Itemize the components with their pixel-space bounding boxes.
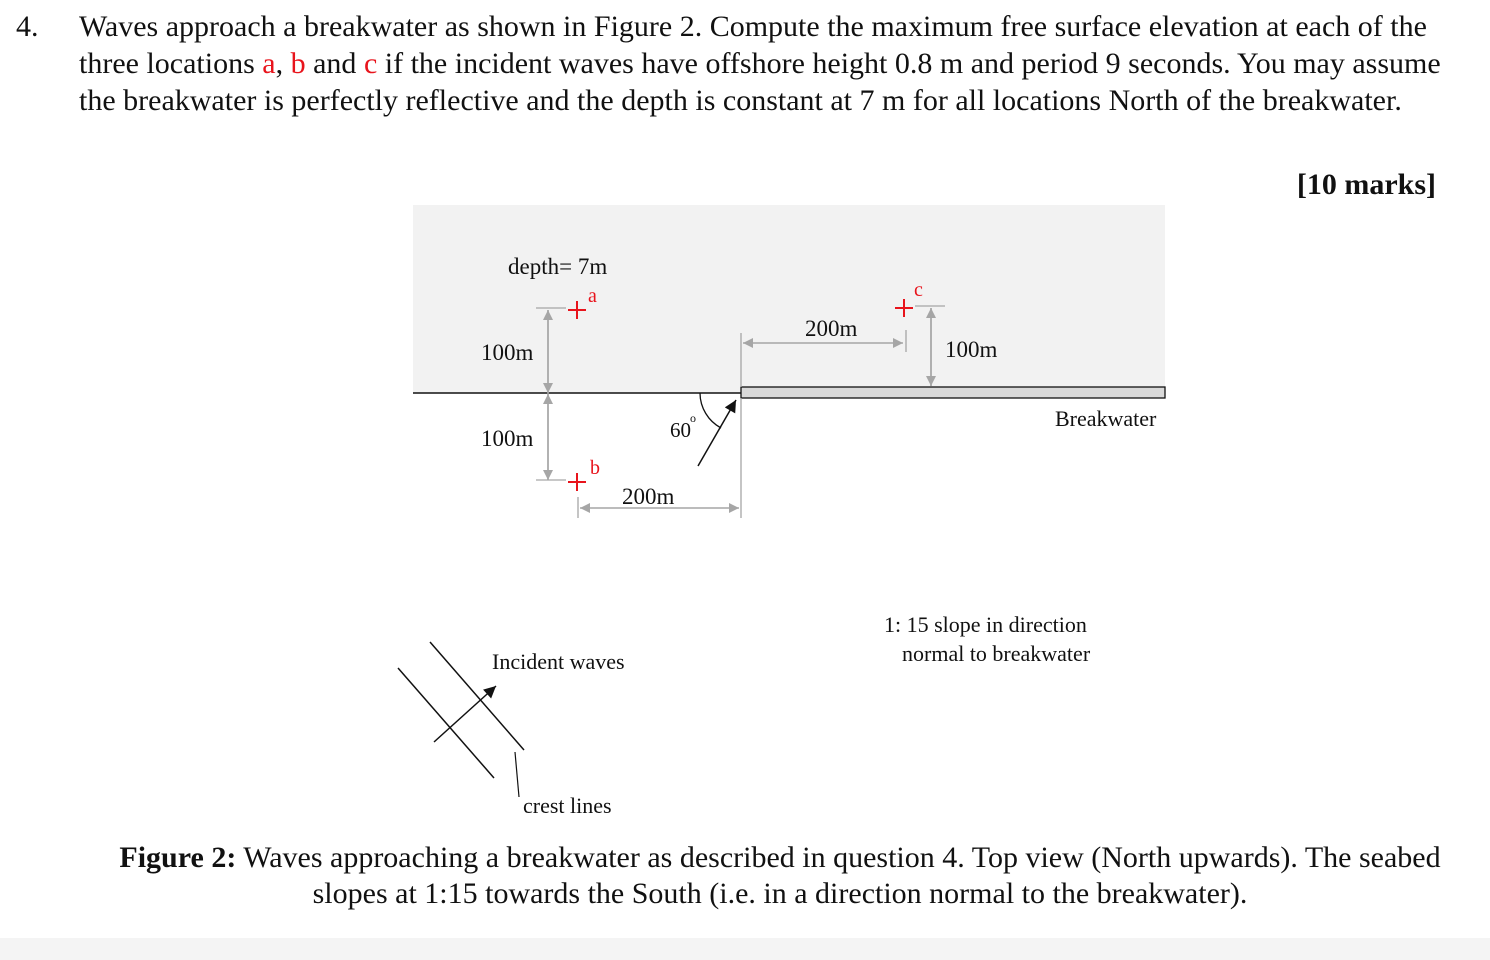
dim-c-label: 100m	[945, 337, 998, 362]
question-text-part2: if the incident waves have offshore height 0.8 m and period 9 seconds. You may assume the breakwater is perfectly reflective and the depth is constant at 7 m for all locations North of the breakwater.	[79, 47, 1441, 117]
slope-note-line2: normal to breakwater	[902, 641, 1091, 666]
dim-c-east-label: 200m	[805, 316, 858, 341]
point-a-label: a	[588, 285, 597, 307]
crest-leader	[515, 752, 519, 797]
angle-degree-mark: o	[690, 411, 696, 425]
caption-text: Waves approaching a breakwater as described in question 4. Top view (North upwards). The seabed slopes at 1:15 towards the South (i.e. in a direction normal to the breakwater).	[236, 841, 1441, 910]
incident-direction-arrow	[434, 686, 496, 742]
depth-label: depth= 7m	[508, 254, 608, 279]
marks-label: [10 marks]	[1296, 168, 1436, 201]
caption-label: Figure 2:	[119, 841, 237, 874]
location-b-ref: b	[290, 47, 306, 80]
incident-waves-label: Incident waves	[492, 649, 625, 674]
question-sep1: ,	[275, 47, 291, 80]
question-text-part1: Waves approach a breakwater as shown in Figure 2. Compute the maximum free surface elevation at each of the three locations	[79, 10, 1427, 80]
dim-b-label: 100m	[481, 426, 534, 451]
point-b-marker	[568, 473, 586, 491]
crest-lines-label: crest lines	[523, 793, 612, 818]
dim-b-east-label: 200m	[622, 484, 675, 509]
crest-line-1	[398, 668, 494, 778]
point-b-label: b	[590, 457, 600, 479]
angle-arc	[700, 393, 721, 428]
question-number: 4.	[16, 10, 39, 43]
angle-label: 60	[670, 418, 691, 442]
slope-note-line1: 1: 15 slope in direction	[884, 612, 1087, 637]
question-sep2: and	[305, 47, 364, 80]
page-bottom-edge	[0, 938, 1490, 960]
figure-caption	[100, 840, 1460, 912]
dim-a-label: 100m	[481, 340, 534, 365]
breakwater-label: Breakwater	[1055, 406, 1157, 431]
location-c-ref: c	[363, 47, 378, 80]
breakwater-structure	[741, 387, 1165, 398]
location-a-ref: a	[262, 47, 276, 80]
point-c-label: c	[914, 279, 923, 301]
